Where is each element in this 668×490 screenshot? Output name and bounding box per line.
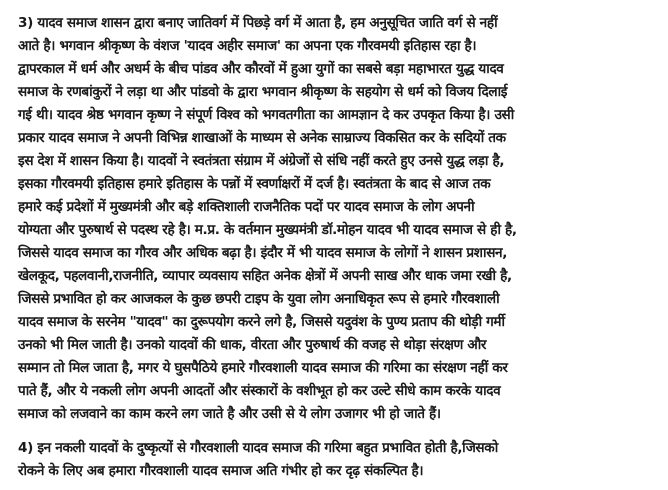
text-line: प्रकार यादव समाज ने अपनी विभिन्न शाखाओं के माध्यम से अनेक साम्राज्य विकसित कर के सदियों तक: [18, 130, 506, 146]
text-line: हमारे कई प्रदेशों में मुख्यमंत्री और बड़े शक्तिशाली राजनैतिक पदों पर यादव समाज के लोग अपनी: [18, 199, 475, 215]
text-line: खेलकूद, पहलवानी,राजनीति, व्यापार व्यवसाय सहित अनेक क्षेत्रों में अपनी साख और धाक जमा रखी है,: [18, 268, 512, 284]
text-line: द्वापरकाल में धर्म और अधर्म के बीच पांडव और कौरवों में हुआ युगों का सबसे बड़ा महाभारत युद्ध यादव: [18, 61, 504, 77]
text-line: इसका गौरवमयी इतिहास हमारे इतिहास के पन्नों में स्वर्णाक्षरों में दर्ज है। स्वतंत्रता के बाद से आज तक: [18, 176, 491, 192]
text-line: समाज के रणबांकुरों ने लड़ा था और पांडवो के द्वारा भगवान श्रीकृष्ण के सहयोग से धर्म को विजय दिलाई: [18, 84, 508, 100]
text-line: इस देश में शासन किया है। यादवों ने स्वतंत्रता संग्राम में अंग्रेजों से संधि नहीं करते हुए उनसे युद्ध लड़ा है,: [18, 153, 505, 169]
text-line: जिससे यादव समाज का गौरव और अधिक बढ़ा है। इंदौर में भी यादव समाज के लोगों ने शासन प्रशासन,: [18, 245, 508, 261]
text-line: उनको भी मिल जाती है। उनको यादवों की धाक, वीरता और पुरुषार्थ की वजह से थोड़ा संरक्षण और: [18, 337, 487, 353]
text-line: गई थी। यादव श्रेष्ठ भगवान कृष्ण ने संपूर्ण विश्व को भगवतगीता का आमज्ञान दे कर उपकृत किया है। उसी: [18, 107, 514, 123]
text-line: आते है। भगवान श्रीकृष्ण के वंशज 'यादव अहीर समाज' का अपना एक गौरवमयी इतिहास रहा है।: [18, 38, 477, 54]
text-line: 4) इन नकली यादवों के दुष्कृत्यों से गौरवशाली यादव समाज की गरिमा बहुत प्रभावित होती है,जिसको: [18, 440, 498, 456]
text-line: जिससे प्रभावित हो कर आजकल के कुछ छपरी टाइप के युवा लोग अनाधिकृत रूप से हमारे गौरवशाली: [18, 291, 500, 307]
text-line: यादव समाज के सरनेम "यादव" का दुरूपयोग करने लगे है, जिससे यदुवंश के पुण्य प्रताप की थोड़ी गर्मी: [18, 314, 505, 330]
text-line: रोकने के लिए अब हमारा गौरवशाली यादव समाज अति गंभीर हो कर दृढ़ संकल्पित है।: [18, 463, 424, 479]
text-line: योग्यता और पुरुषार्थ से पदस्थ रहे है। म.प्र. के वर्तमान मुख्यमंत्री डॉ.मोहन यादव भी यादव समाज से ही है,: [18, 222, 517, 238]
text-line: पाते हैं, और ये नकली लोग अपनी आदतों और संस्कारों के वशीभूत हो कर उल्टे सीधे काम करके यादव: [18, 383, 501, 399]
text-line: सम्मान तो मिल जाता है, मगर ये घुसपैठिये हमारे गौरवशाली यादव समाज की गरिमा का संरक्षण नहीं कर: [18, 360, 508, 376]
text-line: समाज को लजवाने का काम करने लग जाते है और उसी से ये लोग उजागर भी हो जाते हैं।: [18, 406, 441, 422]
text-line: 3) यादव समाज शासन द्वारा बनाए जातिवर्ग में पिछड़े वर्ग में आता है, हम अनुसूचित जाति वर्ग से नहीं: [18, 15, 498, 31]
